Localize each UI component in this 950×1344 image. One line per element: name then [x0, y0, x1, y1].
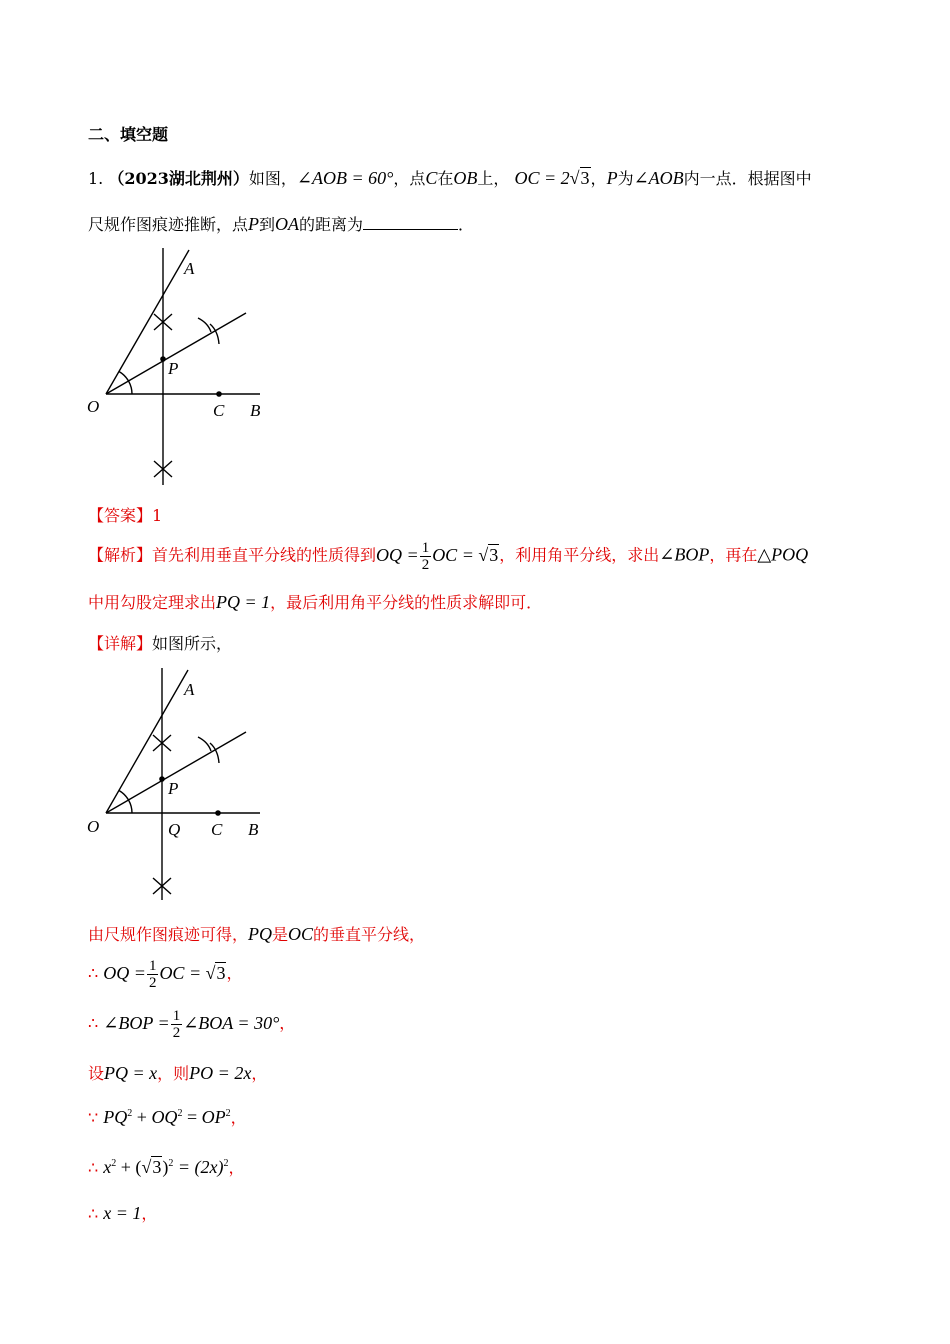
question-text: ，点	[393, 169, 426, 188]
because-symbol: ∵	[88, 1108, 99, 1127]
answer-tag: 【答案】	[88, 506, 153, 525]
pq-expression: PQ = x	[104, 1063, 158, 1083]
detail-tag: 【详解】	[88, 634, 153, 653]
question-text: 尺规作图痕迹推断，点	[88, 215, 249, 234]
question-text: 内一点．根据图中	[683, 169, 812, 188]
solution-line-1	[88, 922, 425, 945]
arc-mark-2	[210, 324, 219, 344]
solution-text: 是	[272, 925, 289, 944]
equation-expression: $x^2 + (√3)^2 = (2x)^2$	[103, 1157, 229, 1177]
question-text: 到	[259, 215, 276, 234]
solution-line-4: 设PQ = x，则PO = 2x，	[88, 1063, 268, 1083]
point-c: C	[425, 168, 438, 188]
label-o: O	[87, 817, 100, 836]
question-text: 在	[437, 169, 454, 188]
label-c: C	[211, 820, 223, 839]
point-p: P	[606, 168, 618, 188]
answer-value: 1	[152, 506, 163, 525]
solution-text: 的垂直平分线，	[313, 925, 426, 944]
label-p: P	[168, 779, 179, 798]
therefore-symbol: ∴	[88, 1204, 99, 1223]
question-text: ．	[458, 215, 475, 234]
detail-line	[88, 631, 232, 654]
figure-2	[80, 660, 280, 910]
answer-line	[88, 503, 162, 526]
analysis-text: ，最后利用角平分线的性质求解即可．	[270, 593, 543, 612]
analysis-text: ，再在	[709, 545, 758, 565]
po-expression: PO = 2x	[189, 1063, 252, 1083]
angle-bop: ∠BOP	[659, 544, 710, 565]
label-q: Q	[168, 820, 181, 839]
oc-expression: OC = 2√3	[514, 168, 590, 188]
arc-mark-1	[198, 318, 211, 332]
question-number: 1.	[88, 169, 104, 188]
angle-aob: ∠AOB	[633, 168, 684, 188]
therefore-symbol: ∴	[88, 1158, 99, 1177]
therefore-symbol: ∴	[88, 963, 99, 983]
label-b: B	[248, 820, 259, 839]
label-c: C	[213, 401, 225, 420]
point-p-dot	[160, 356, 166, 362]
analysis-text: 中用勾股定理求出	[88, 593, 217, 612]
question-text: 为	[617, 169, 634, 188]
arc-mark-1	[198, 737, 211, 751]
question-line-1	[88, 166, 812, 189]
figure-1	[80, 240, 280, 490]
label-p: P	[168, 359, 179, 378]
therefore-symbol: ∴	[88, 1013, 99, 1033]
solution-line-7: ∴ x = 1，	[88, 1203, 158, 1223]
label-a: A	[184, 259, 195, 278]
oq-expression: OQ = $\frac{1}{2}$ OC = √3	[103, 958, 226, 991]
question-text: ，	[590, 169, 607, 188]
segment-oc: OC	[288, 924, 314, 944]
question-text: 上，	[477, 169, 510, 188]
solution-text: ，则	[157, 1064, 190, 1083]
question-source: （2023湖北荆州）	[108, 169, 249, 188]
oq-expression: OQ = $\frac{1}{2}$ OC = √3	[376, 540, 499, 573]
triangle-poq: △POQ	[757, 544, 809, 565]
x-result: x = 1	[103, 1203, 142, 1223]
solution-text: 设	[88, 1064, 105, 1083]
segment-oa: OA	[275, 214, 300, 234]
point-p: P	[248, 214, 260, 234]
arc-mark-2	[210, 743, 219, 763]
solution-line-6: ∴ $x^2 + (√3)^2 = (2x)^2$，	[88, 1157, 245, 1177]
segment-ob: OB	[453, 168, 478, 188]
point-p-dot	[159, 776, 165, 782]
question-line-2	[88, 212, 474, 235]
analysis-text: ，利用角平分线，求出	[499, 545, 660, 565]
solution-line-3: ∴ ∠BOP = $\frac{1}{2}$ ∠BOA = 30°，	[88, 1008, 296, 1041]
point-c-dot	[215, 810, 221, 816]
solution-line-2: ∴ OQ = $\frac{1}{2}$ OC = √3，	[88, 958, 243, 991]
bisector-ray	[106, 732, 246, 813]
question-text: 的距离为	[299, 215, 364, 234]
pythagorean-expression: $PQ^2 + OQ^2 = OP^2$	[103, 1107, 231, 1127]
detail-text: 如图所示，	[152, 634, 233, 653]
solution-text: 由尺规作图痕迹可得，	[88, 925, 249, 944]
analysis-text: 首先利用垂直平分线的性质得到	[152, 545, 377, 565]
bisector-ray	[106, 313, 246, 394]
question-text: 如图，	[248, 169, 297, 188]
point-c-dot	[216, 391, 222, 397]
pq-expression: PQ = 1	[216, 592, 271, 612]
angle-expression: ∠BOP = $\frac{1}{2}$ ∠BOA = 30°	[103, 1008, 280, 1041]
answer-blank	[363, 215, 458, 230]
label-a: A	[184, 680, 195, 699]
analysis-tag: 【解析】	[88, 545, 153, 565]
label-o: O	[87, 397, 100, 416]
section-title: 二、填空题	[88, 125, 169, 144]
solution-line-5: ∵ $PQ^2 + OQ^2 = OP^2$，	[88, 1107, 247, 1127]
segment-pq: PQ	[248, 924, 273, 944]
analysis-line-2	[88, 590, 542, 613]
angle-expression: ∠AOB = 60°	[296, 168, 394, 188]
label-b: B	[250, 401, 261, 420]
analysis-line-1	[88, 540, 808, 573]
